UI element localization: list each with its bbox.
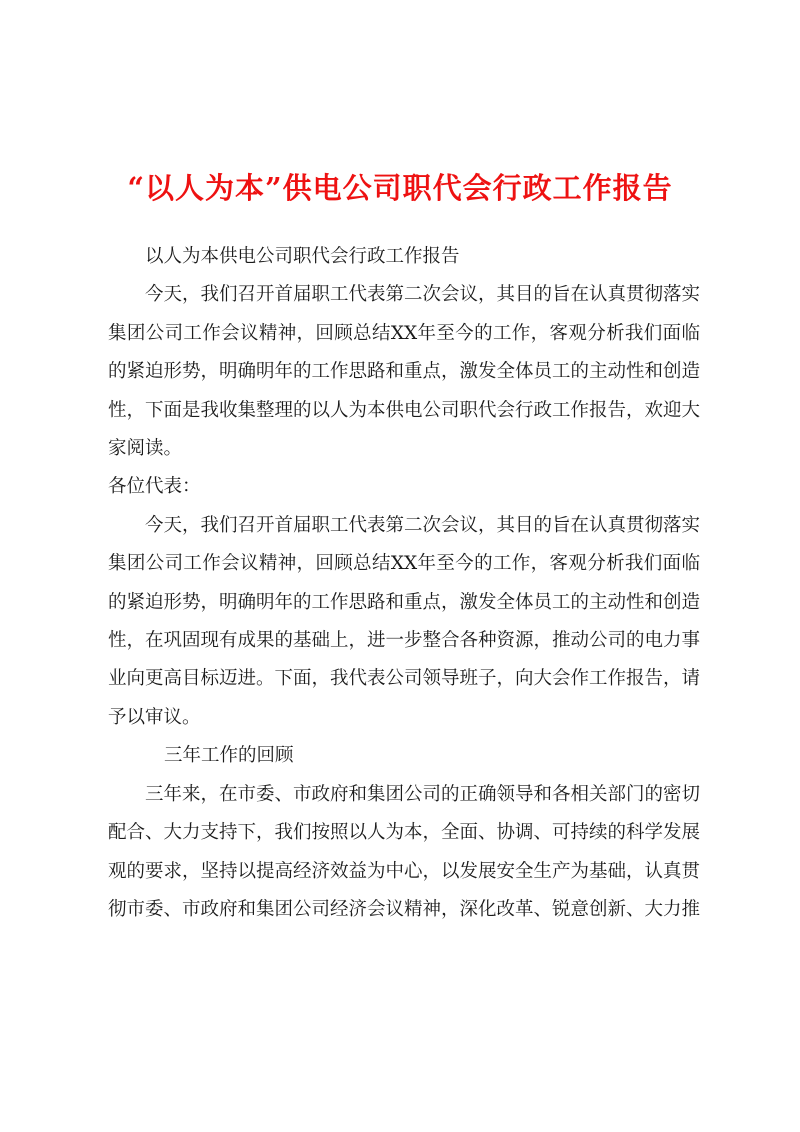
opening-paragraph: 今天，我们召开首届职工代表第二次会议，其目的旨在认真贯彻落实集团公司工作会议精神，回顾总结XX年至今的工作，客观分析我们面临的紧迫形势，明确明年的工作思路和重点，激发全体员工的主动性和创造性，在巩固现有成果的基础上，进一步整合各种资源，推动公司的电力事业向更高目标迈进。下面，我代表公司领导班子，向大会作工作报告，请予以审议。 xyxy=(108,514,701,728)
document-subtitle: 以人为本供电公司职代会行政工作报告 xyxy=(145,246,460,267)
section-heading: 三年工作的回顾 xyxy=(164,745,294,767)
document-body xyxy=(108,238,700,929)
intro-paragraph: 今天，我们召开首届职工代表第二次会议，其目的旨在认真贯彻落实集团公司工作会议精神，回顾总结XX年至今的工作，客观分析我们面临的紧迫形势，明确明年的工作思路和重点，激发全体员工的主动性和创造性，下面是我收集整理的以人为本供电公司职代会行政工作报告，欢迎大家阅读。 xyxy=(108,284,701,460)
salutation: 各位代表： xyxy=(108,476,201,498)
review-paragraph: 三年来，在市委、市政府和集团公司的正确领导和各相关部门的密切配合、大力支持下，我们按照以人为本，全面、协调、可持续的科学发展观的要求，坚持以提高经济效益为中心，以发展安全生产为基础，认真贯彻市委、市政府和集团公司经济会议精神，深化改革、锐意创新、大力推 xyxy=(108,783,701,920)
document-title: “以人为本”供电公司职代会行政工作报告 xyxy=(127,171,673,205)
